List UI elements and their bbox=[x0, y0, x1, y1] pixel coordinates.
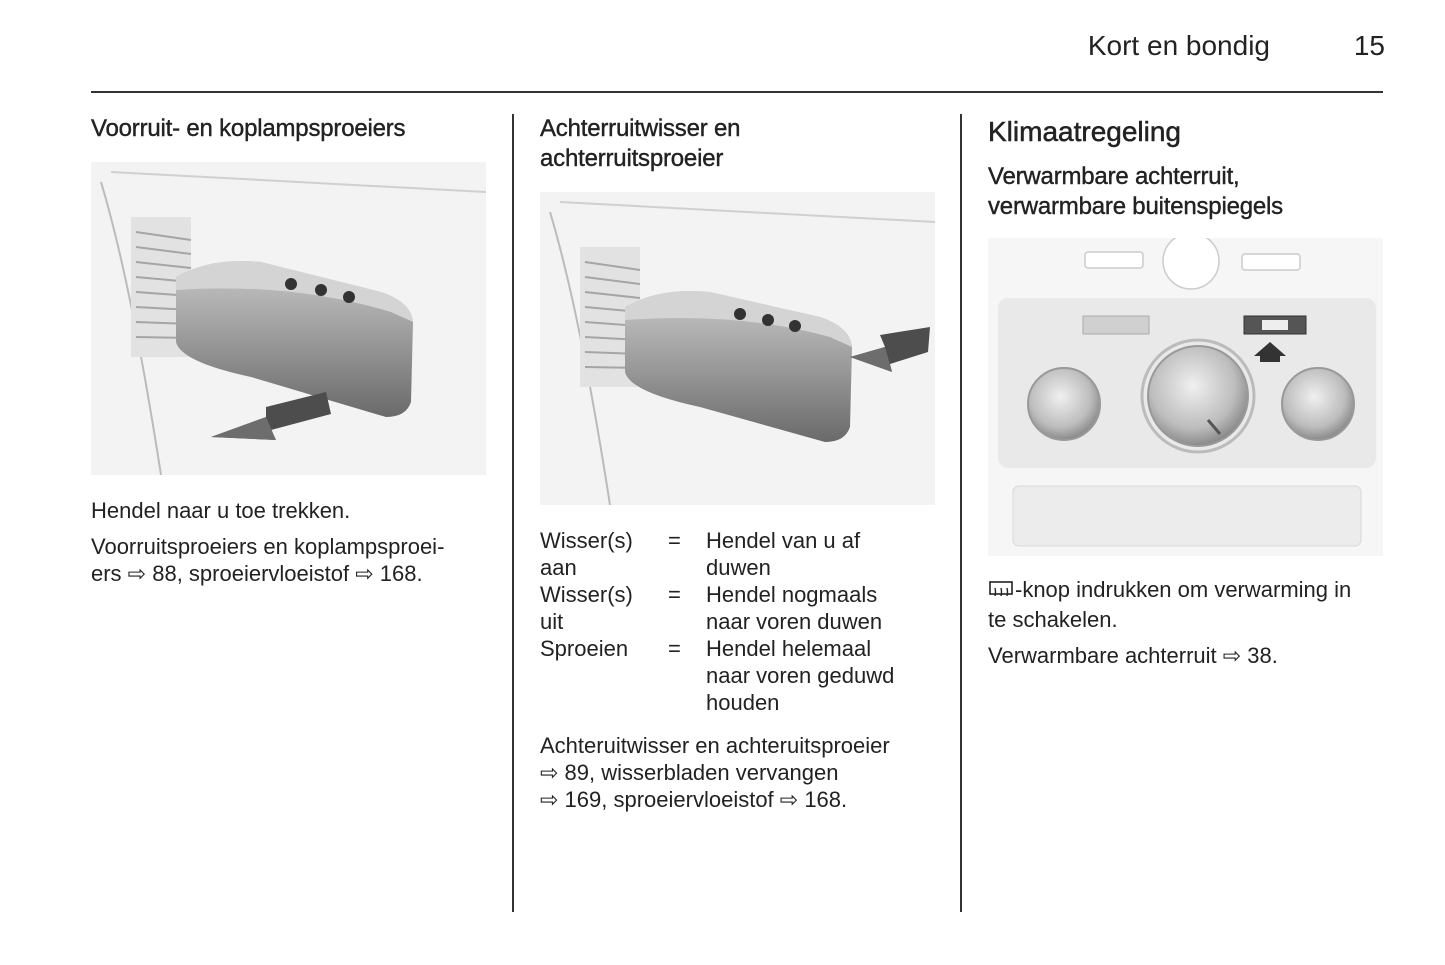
page-header-title: Kort en bondig bbox=[1087, 30, 1270, 61]
reference-text-line-3: ⇨ 169, sproeiervloeistof ⇨ 168. bbox=[540, 787, 848, 812]
definition: duwen bbox=[706, 555, 771, 580]
equals-sign: = bbox=[668, 582, 681, 607]
definition: Hendel helemaal bbox=[706, 636, 872, 661]
equals-sign: = bbox=[668, 636, 681, 661]
equals-sign: = bbox=[668, 528, 681, 553]
climate-panel-illustration bbox=[988, 238, 1383, 556]
definition: Hendel van u af bbox=[706, 528, 861, 553]
column-3-body bbox=[988, 576, 1388, 669]
reference-text-line-1: Achteruitwisser en achteruitsproeier bbox=[540, 733, 890, 758]
section-heading-line-1: Achterruitwisser en bbox=[540, 115, 741, 142]
definition: naar voren geduwd bbox=[706, 663, 895, 688]
definition-row bbox=[540, 527, 936, 581]
chapter-title: Klimaatregeling bbox=[988, 116, 1181, 147]
definition: houden bbox=[706, 690, 780, 715]
page-number: 15 bbox=[1353, 30, 1385, 61]
column-divider bbox=[960, 114, 962, 912]
term: Wisser(s) bbox=[540, 582, 633, 607]
column-2-reference bbox=[540, 732, 940, 813]
section-heading-line-2: achterruitsproeier bbox=[540, 145, 724, 172]
rear-window-heat-icon bbox=[988, 579, 1014, 606]
term: aan bbox=[540, 555, 577, 580]
control-definitions-table bbox=[540, 527, 936, 716]
reference-text-line-2: ⇨ 89, wisserbladen vervangen bbox=[540, 760, 839, 785]
instruction-text: Hendel naar u toe trekken. bbox=[91, 498, 351, 523]
column-1-body bbox=[91, 497, 491, 587]
term: Wisser(s) bbox=[540, 528, 633, 553]
reference-text: Verwarmbare achterruit ⇨ 38. bbox=[988, 643, 1278, 668]
reference-text-line-2: ers ⇨ 88, sproeiervloeistof ⇨ 168. bbox=[91, 561, 423, 586]
definition-row bbox=[540, 581, 936, 635]
lever-pull-illustration bbox=[91, 162, 486, 475]
column-divider bbox=[512, 114, 514, 912]
lever-push-illustration bbox=[540, 192, 935, 505]
section-heading-line-2: verwarmbare buitenspiegels bbox=[988, 193, 1283, 220]
column-3 bbox=[988, 114, 1388, 222]
term: Sproeien bbox=[540, 636, 629, 661]
column-1 bbox=[91, 114, 491, 144]
header-rule bbox=[91, 91, 1383, 93]
column-2 bbox=[540, 114, 940, 174]
instruction-text-line-1 bbox=[988, 576, 1388, 606]
term: uit bbox=[540, 609, 564, 634]
reference-text-line-1: Voorruitsproeiers en koplampsproei- bbox=[91, 534, 445, 559]
section-heading: Voorruit- en koplampsproeiers bbox=[91, 115, 406, 142]
definition-row bbox=[540, 635, 936, 716]
section-heading-line-1: Verwarmbare achterruit, bbox=[988, 163, 1240, 190]
definition: Hendel nogmaals bbox=[706, 582, 878, 607]
instruction-text-line-2: te schakelen. bbox=[988, 607, 1118, 632]
definition: naar voren duwen bbox=[706, 609, 883, 634]
instruction-text: -knop indrukken om verwarming in bbox=[1015, 577, 1352, 602]
